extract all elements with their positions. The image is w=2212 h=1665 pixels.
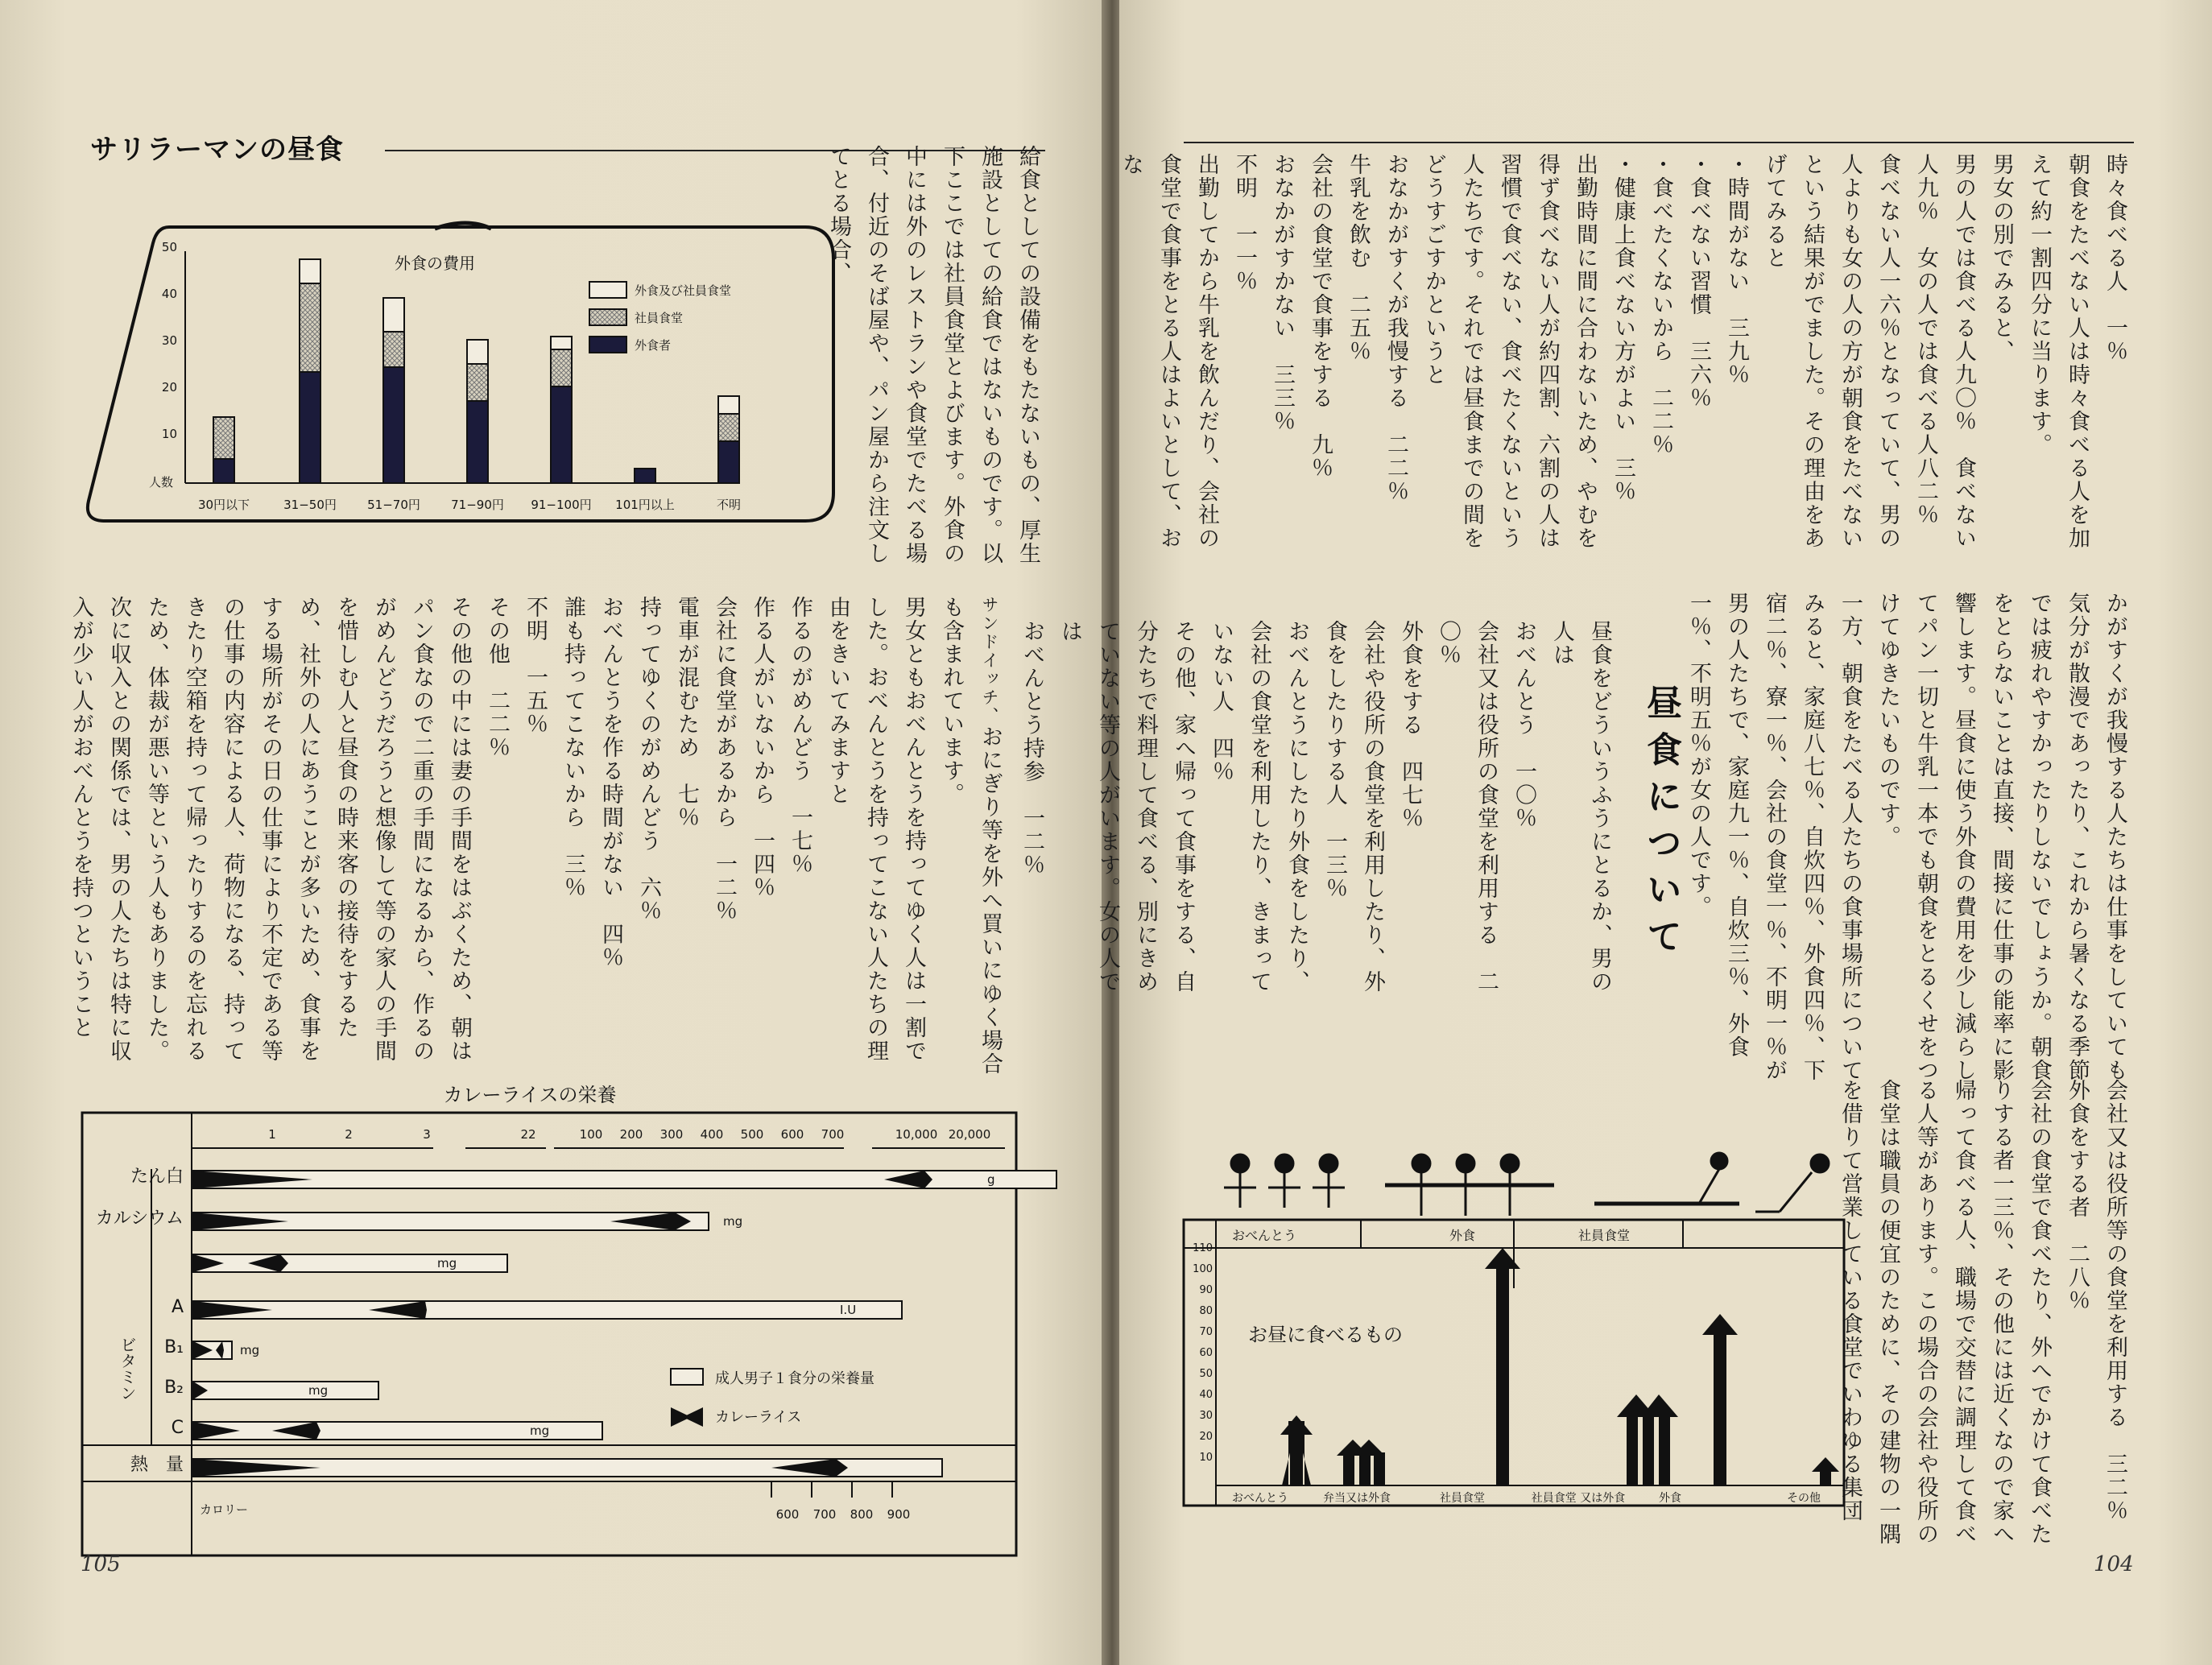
chart2-scale: 10,000 — [895, 1127, 938, 1142]
chart2-scale: 500 — [740, 1127, 764, 1142]
chart2-legend: 成人男子１食分の栄養量 — [715, 1370, 874, 1387]
chart2-scale-bottom: 700 — [812, 1507, 837, 1522]
chart2-scale: 22 — [520, 1127, 536, 1142]
chart3-category: 社員食堂 — [1440, 1492, 1485, 1505]
section-title: 昼食について — [1640, 684, 1681, 965]
chart2-unit: mg — [308, 1383, 329, 1398]
lunch-chart — [1176, 1143, 1852, 1522]
right-text-lower-b: 昼食をどういうふうにとるか、男の人は おべんとう 一〇％ 会社又は役所の食堂を利用する 二〇％ 外食をする 四七％ 会社や役所の食堂を利用したり、外食をしたりする人 一三％ おべんとうにしたり外食をしたり、会社の食堂を利用したり、きまっていない人 四％ その他、家へ帰って食事をする、自分たちで料理して食べる、別にきめていない等の人がいます。女の人では おべんとう持参 一二％ — [1019, 620, 1612, 994]
meal-cost-chart — [81, 211, 837, 533]
chart2-row-label: B₁ — [164, 1337, 184, 1357]
chart2-row-label: A — [171, 1297, 184, 1317]
chart2-scale: 600 — [780, 1127, 804, 1142]
chart2-legend: カレーライス — [715, 1409, 802, 1426]
chart3-ytick: 20 — [1199, 1431, 1213, 1443]
chart2-row-label: 熱 量 — [130, 1455, 184, 1475]
chart2-scale-bottom: 900 — [887, 1507, 911, 1522]
chart2-scale: 2 — [345, 1127, 353, 1142]
chart2-unit: g — [987, 1172, 995, 1187]
left-small-word: サンドイッチ、 — [980, 596, 999, 725]
chart2-unit: mg — [240, 1343, 260, 1357]
chart3-header: 外食 — [1449, 1228, 1476, 1243]
chart1-ytick: 20 — [161, 380, 177, 395]
chart2-scale: 300 — [659, 1127, 684, 1142]
chart2-bottom-label: カロリー — [200, 1502, 249, 1517]
chart2-row-label: C — [171, 1418, 184, 1438]
chart3-ytick: 90 — [1199, 1284, 1213, 1296]
chart1-legend: 社員食堂 — [635, 311, 684, 325]
chart2-row-label: カルシウム — [95, 1208, 184, 1229]
chart1-xtick: 71−90円 — [451, 498, 504, 512]
chart1-ytick: 10 — [161, 427, 177, 441]
chart3-ytick: 80 — [1199, 1305, 1213, 1317]
chart3-ytick: 10 — [1199, 1452, 1213, 1464]
curry-nutrition-chart — [79, 1079, 1021, 1562]
chart2-scale: 20,000 — [948, 1127, 991, 1142]
chart2-scale-bottom: 600 — [775, 1507, 800, 1522]
chart3-ytick: 40 — [1199, 1389, 1213, 1401]
chart3-header: 社員食堂 — [1578, 1228, 1631, 1243]
chart2-scale: 3 — [423, 1127, 431, 1142]
right-text-lower-a: かがすくが我慢する人たちは仕事をしていても気分が散漫であったり、これから暑くなる季節では疲れやすかったりしないでしょうか。朝食をとらないことは直接、間接に仕事の能率に影響します。昼食に使う外食の費用を少し減らしてパン一切と牛乳一本でも朝食をとるくせをつけてゆきたいものです。 一方、朝食をたべる人たちの食事場所についてみると、家庭八七％、自炊四％、外食四％、下宿二％、寮一％、会社の食堂一％、不明一％が男の人たちで、家庭九一％、自炊三％、外食一％、不明五％が女の人です。 — [1686, 592, 2127, 1082]
left-page — [0, 0, 1105, 1665]
page-number-right: 104 — [2094, 1552, 2134, 1576]
right-text-lower-c: 会社又は役所等の食堂を利用する 三二％ 外食をする者 二八％ 会社の食堂で食べたり、外へでかけて食べたりする者一三％、その他には近くなので家へ帰って食べる人、職場で交替に調理して食べる人等があります。この場合の会社や役所の食堂は職員の便宜のために、その建物の一隅を借りて営業している食堂でいわゆる集団 — [1838, 1079, 2127, 1546]
chart2-row-label: B₂ — [164, 1378, 184, 1398]
chart1-ytick: 50 — [161, 240, 177, 254]
header-rule — [1184, 142, 2134, 143]
chart2-group-label: ビタミン — [118, 1337, 137, 1401]
right-text-upper: 時々食べる人 一％ 朝食をたべない人は時々食べる人を加えて約一割四分に当ります。 男女の別でみると、 男の人では食べる人九〇％ 食べない人九％ 女の人では食べる人八二％ 食べない人一六％となっていて、男の人よりも女の人の方が朝食をたべないという結果がでました。その理由をあげてみると ・時間がない 三九％ ・食べない習慣 三六％ ・食べたくないから 二二％ ・健康上食べない方がよい 三％ 出勤時間に間に合わないため、やむを得ず食べない人が約四割、六割の人は習慣で食べない、食べたくないという人たちです。それでは昼食までの間をどうすごすかというと おなかがすくが我慢する 二二％ 牛乳を飲む 二五％ 会社の食堂で食事をする 九％ おなかがすかない 三三％ 不明 一一％ 出勤してから牛乳を飲んだり、会社の食堂で食事をとる人はよいとして、おな — [1118, 153, 2127, 550]
chart2-unit: I.U — [840, 1303, 857, 1317]
chart3-header: おべんとう — [1232, 1228, 1297, 1243]
chart1-xtick: 51−70円 — [367, 498, 420, 512]
chart3-category: おべんとう — [1232, 1492, 1288, 1505]
chart1-xtick: 30円以下 — [197, 498, 250, 512]
chart1-xtick: 不明 — [716, 498, 742, 512]
page-number-left: 105 — [81, 1552, 121, 1576]
chart1-ytick: 30 — [161, 333, 177, 348]
chart2-unit: mg — [723, 1214, 743, 1229]
chart2-scale: 100 — [579, 1127, 603, 1142]
chart1-xtick: 101円以上 — [615, 498, 675, 512]
chart1-xtick: 91−100円 — [531, 498, 592, 512]
left-text-upper: 給食としての設備をもたないもの、厚生施設としての給食ではないものです。以下ここでは社員食堂とよびます。外食の中には外のレストランや食堂でたべる場合、付近のそば屋や、パン屋から注文してとる場合、 — [826, 145, 1040, 565]
chart2-scale: 1 — [268, 1127, 276, 1142]
chart2-scale: 700 — [821, 1127, 845, 1142]
chart3-ytick: 100 — [1193, 1263, 1213, 1275]
right-page — [1019, 0, 2212, 1665]
article-title: サリラーマンの昼食 — [90, 134, 344, 166]
chart2-row-label: たん白 — [130, 1167, 184, 1187]
chart3-ytick: 110 — [1193, 1242, 1213, 1254]
chart3-ytick: 60 — [1199, 1347, 1213, 1359]
chart1-legend: 外食及び社員食堂 — [635, 283, 732, 298]
chart2-title: カレーライスの栄養 — [443, 1084, 617, 1106]
chart1-title: 外食の費用 — [395, 254, 475, 273]
chart2-scale: 200 — [619, 1127, 643, 1142]
chart1-legend: 外食者 — [635, 338, 672, 353]
chart3-category: その他 — [1787, 1492, 1821, 1505]
left-text-lower — [68, 596, 1047, 1079]
chart3-category: 外食 — [1659, 1492, 1681, 1505]
chart3-title: お昼に食べるもの — [1248, 1324, 1403, 1346]
chart3-ytick: 50 — [1199, 1368, 1213, 1380]
chart3-category: 社員食堂 又は外食 — [1531, 1492, 1626, 1505]
chart1-xtick: 31−50円 — [283, 498, 337, 512]
chart2-unit: mg — [530, 1423, 550, 1438]
chart3-ytick: 30 — [1199, 1410, 1213, 1422]
left-text-lower-body: おにぎり等を外へ買いにゆく場合も含まれています。 男女ともおべんとうを持ってゆく人は一割でした。おべんとうを持ってこない人たちの理由をきいてみますと 作るのがめんどう 一七％ 作る人がいないから 一四％ 会社に食堂があるから 一二％ 電車が混むため 七％ 持ってゆくのがめんどう 六％ おべんとうを作る時間がない 四％ 誰も持ってこないから 三％ 不明 一五％ その他 二二％ その他の中には妻の手間をはぶくため、朝はパン食なので二重の手間になるから、作るのがめんどうだろうと想像して等の家人の手間を惜しむ人と昼食の時来客の接待をするため、社外の人にあうことが多いため、食事をする場所がその日の仕事により不定である等の仕事の内容による人、荷物になる、持ってきたり空箱を持って帰ったりするのを忘れるため、体裁が悪い等という人もありました。 次に収入との関係では、男の人たちは特に収入が少い人がおべんとうを持つということ — [68, 596, 1003, 1076]
chart1-ytick: 40 — [161, 287, 177, 301]
chart2-scale: 400 — [700, 1127, 724, 1142]
chart1-ylabel: 人数 — [148, 475, 174, 490]
chart2-unit: mg — [437, 1256, 457, 1270]
chart2-scale-bottom: 800 — [850, 1507, 874, 1522]
chart3-category: 弁当又は外食 — [1323, 1492, 1391, 1505]
chart3-ytick: 70 — [1199, 1326, 1213, 1338]
